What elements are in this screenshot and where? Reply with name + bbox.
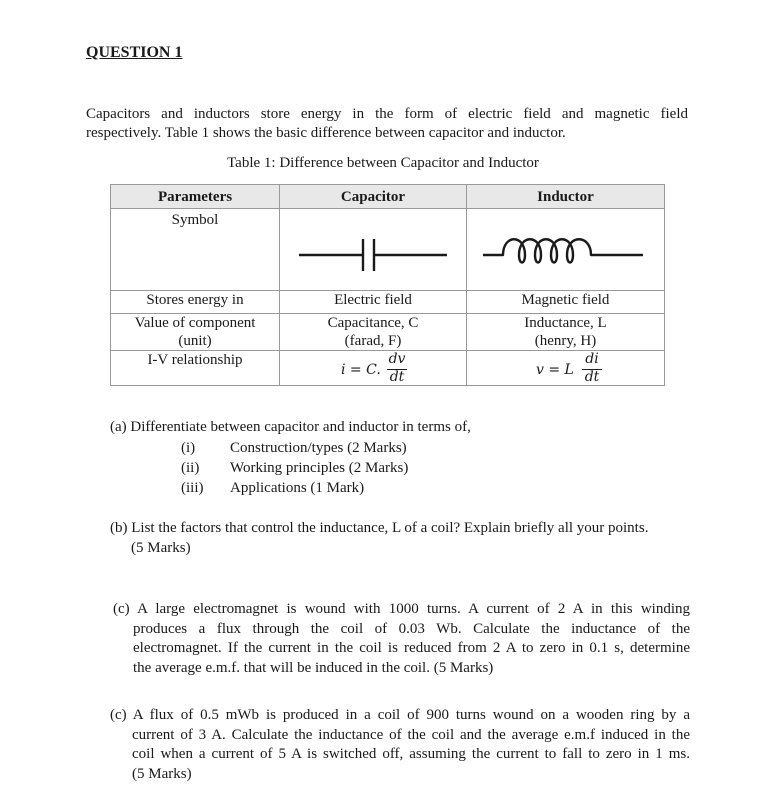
question-c2-line: current of 3 A. Calculate the inductance of the coil and the average e.m.f induced in the xyxy=(132,726,690,743)
intro-line: respectively. Table 1 shows the basic difference between capacitor and inductor. xyxy=(86,125,566,141)
inductor-symbol-icon xyxy=(479,229,649,273)
table-caption: Table 1: Difference between Capacitor and Inductor xyxy=(227,155,539,171)
formula-lhs: v = L xyxy=(536,362,574,378)
question-c2-line: (c) A flux of 0.5 mWb is produced in a coil of 900 turns wound on a wooden ring by a xyxy=(110,707,690,723)
formula-numerator: di xyxy=(585,351,599,367)
inductor-value-unit: (henry, H) xyxy=(534,333,597,349)
question-c1-line: produces a flux through the coil of 0.03 Wb. Calculate the inductance of the xyxy=(133,620,690,637)
capacitor-symbol-icon xyxy=(291,235,451,275)
formula-numerator: dv xyxy=(388,351,406,367)
column-divider xyxy=(279,185,280,385)
question-a-item-text: Working principles (2 Marks) xyxy=(230,460,409,476)
param-stores: Stores energy in xyxy=(146,292,244,308)
param-value xyxy=(111,314,279,350)
capacitor-stores: Electric field xyxy=(334,292,412,308)
header-capacitor: Capacitor xyxy=(340,189,406,205)
question-c2-line: (5 Marks) xyxy=(132,765,192,782)
intro-paragraph xyxy=(86,105,688,143)
inductor-value-line: Inductance, L xyxy=(524,315,607,331)
question-heading: QUESTION 1 xyxy=(86,44,183,61)
param-iv: I-V relationship xyxy=(147,352,243,368)
param-symbol: Symbol xyxy=(171,212,219,228)
inductor-stores: Magnetic field xyxy=(521,292,610,308)
question-a-stem: (a) Differentiate between capacitor and inductor in terms of, xyxy=(110,419,471,435)
intro-line: Capacitors and inductors store energy in the form of electric field and magnetic field xyxy=(86,106,688,122)
question-a-item-text: Applications (1 Mark) xyxy=(230,480,365,496)
formula-denominator: dt xyxy=(389,369,405,385)
question-a-item-num: (iii) xyxy=(181,480,204,496)
column-divider xyxy=(466,185,467,385)
question-c2 xyxy=(110,706,690,784)
inductor-iv-formula xyxy=(536,353,626,385)
inductor-value xyxy=(467,314,664,350)
header-inductor: Inductor xyxy=(537,189,594,205)
question-c2-line: coil when a current of 5 A is switched off, assuming the current to fall to zero in 1 ms. xyxy=(132,746,690,762)
comparison-table xyxy=(110,184,665,386)
question-a-item-num: (i) xyxy=(181,440,196,456)
capacitor-value-line: Capacitance, C xyxy=(327,315,419,331)
question-c1-line: electromagnet. If the current in the coil is reduced from 2 A to zero in 0.1 s, determine xyxy=(133,640,690,656)
param-value-unit: (unit) xyxy=(178,333,212,349)
formula-denominator: dt xyxy=(584,369,600,385)
question-b-marks: (5 Marks) xyxy=(131,540,191,556)
capacitor-value xyxy=(280,314,466,350)
question-c1-line: (c) A large electromagnet is wound with 1000 turns. A current of 2 A in this winding xyxy=(113,601,690,617)
capacitor-iv-formula xyxy=(341,353,431,385)
capacitor-value-unit: (farad, F) xyxy=(344,333,402,349)
question-c1-line: the average e.m.f. that will be induced in the coil. (5 Marks) xyxy=(133,659,494,676)
question-a-item-num: (ii) xyxy=(181,460,200,476)
formula-lhs: i = C. xyxy=(341,362,381,378)
header-parameters: Parameters xyxy=(157,189,233,205)
question-b-line: (b) List the factors that control the inductance, L of a coil? Explain briefly all your points. xyxy=(110,520,649,536)
question-c1 xyxy=(113,600,690,678)
param-value-line: Value of component xyxy=(134,315,256,331)
question-a-item-text: Construction/types (2 Marks) xyxy=(230,440,407,456)
